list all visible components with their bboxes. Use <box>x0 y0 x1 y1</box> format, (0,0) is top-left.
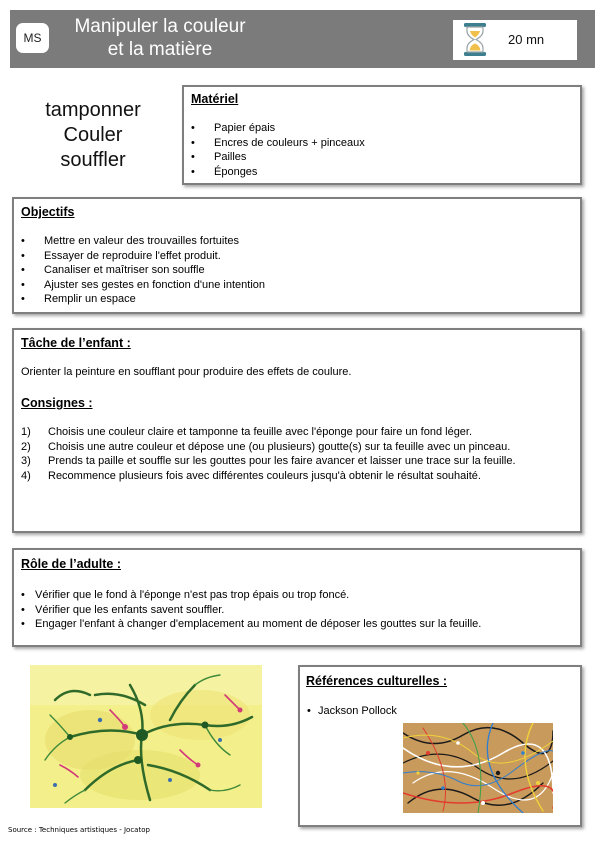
duration-label: 20 mn <box>508 32 545 47</box>
list-item: • Essayer de reproduire l'effet produit. <box>21 249 221 262</box>
tache-text: Orienter la peinture en soufflant pour produire des effets de coulure. <box>21 366 352 378</box>
list-item: 2) Choisis une autre couleur et dépose une (ou plusieurs) goutte(s) sur ta feuille avec un pinceau. <box>21 440 511 453</box>
list-item: • Encres de couleurs + pinceaux <box>191 136 365 149</box>
page-title <box>50 15 270 61</box>
consignes-list <box>21 425 516 483</box>
list-item: • Vérifier que le fond à l'éponge n'est pas trop épais ou trop foncé. <box>21 589 350 601</box>
list-item: 3) Prends ta paille et souffle sur les gouttes pour les faire avancer et laisser une trace sur la feuille. <box>21 455 516 468</box>
pollock-painting <box>403 723 553 813</box>
verb-souffler: souffler <box>60 149 126 171</box>
materiel-list <box>191 121 365 179</box>
list-item: • Pailles <box>191 151 247 164</box>
materiel-title: Matériel <box>191 92 239 106</box>
objectifs-list <box>21 234 265 307</box>
references-title: Références culturelles : <box>306 674 448 688</box>
page-title-line2: et la matière <box>107 39 213 60</box>
list-item: • Canaliser et maîtriser son souffle <box>21 264 205 277</box>
objectifs-title: Objectifs <box>21 205 75 219</box>
blown-ink-artwork <box>30 665 262 808</box>
source-credit: Source : Techniques artistiques - Jocatop <box>8 826 150 834</box>
list-item: • Ajuster ses gestes en fonction d'une intention <box>21 278 266 291</box>
action-verbs <box>28 98 158 173</box>
references-list <box>307 704 397 719</box>
list-item: • Remplir un espace <box>21 293 136 306</box>
adulte-title: Rôle de l’adulte : <box>21 557 122 571</box>
verb-tamponner: tamponner <box>45 99 141 121</box>
level-badge: MS <box>16 23 49 53</box>
list-item: • Jackson Pollock <box>307 705 397 717</box>
hourglass-icon <box>462 22 488 57</box>
consignes-title: Consignes : <box>21 396 93 410</box>
list-item: • Éponges <box>191 165 258 178</box>
list-item: 4) Recommence plusieurs fois avec différentes couleurs jusqu'à obtenir le résultat souhaité. <box>21 469 481 482</box>
tache-title: Tâche de l’enfant : <box>21 336 131 350</box>
list-item: • Mettre en valeur des trouvailles fortuites <box>21 235 240 247</box>
verb-couler: Couler <box>63 124 123 146</box>
list-item: • Papier épais <box>191 122 276 134</box>
page-title-line1: Manipuler la couleur <box>74 16 246 37</box>
list-item: • Vérifier que les enfants savent souffler. <box>21 603 225 616</box>
list-item: 1) Choisis une couleur claire et tamponne ta feuille avec l'éponge pour faire un fond léger. <box>21 426 473 438</box>
adulte-list <box>21 588 481 632</box>
list-item: • Engager l'enfant à changer d'emplacement au moment de déposer les gouttes sur la feuille. <box>21 618 482 631</box>
